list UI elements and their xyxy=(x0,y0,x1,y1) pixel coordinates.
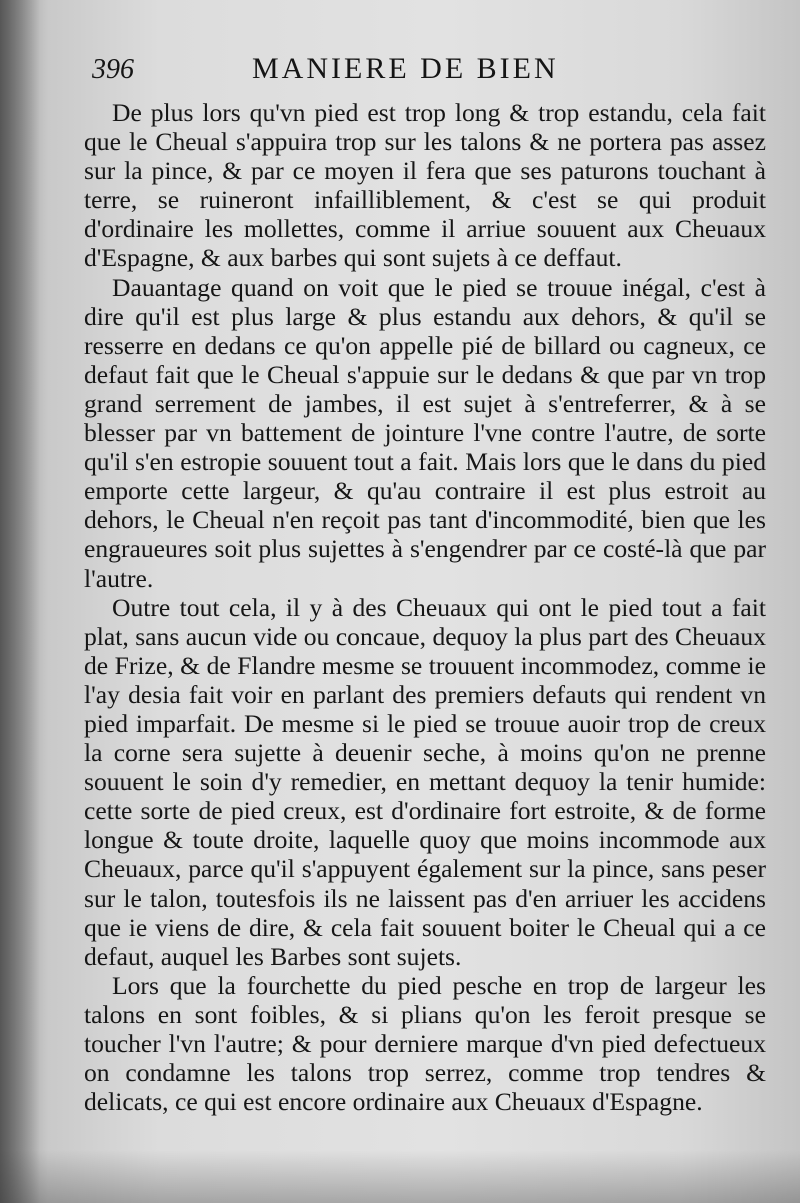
page-number: 396 xyxy=(92,54,134,85)
paragraph-2: Dauantage quand on voit que le pied se trouue inégal, c'est à dire qu'il est plus large & plus estandu aux dehors, & qu'il se resserre en dedans ce qu'on appelle pié de billard ou cagneux, ce defaut fait que le Cheual s'appuie sur le dedans & que par vn trop grand serrement de jambes, il est sujet à s'entreferrer, & à se blesser par vn battement de jointure l'vne contre l'autre, de sorte qu'il s'en estropie souuent tout a fait. Mais lors que le dans du pied emporte cette largeur, & qu'au contraire il est plus estroit au dehors, le Cheual n'en reçoit pas tant d'incommodité, bien que les engraueures soit plus sujettes à s'engendrer par ce costé-là que par l'autre. xyxy=(84,272,766,593)
paragraph-4: Lors que la fourchette du pied pesche en trop de largeur les talons en sont foibles, & si plians qu'on les feroit presque se toucher l'vn l'autre; & pour derniere marque d'vn pied defectueux on condamne les talons trop serrez, comme trop tendres & delicats, ce qui est encore ordinaire aux Cheuaux d'Espagne. xyxy=(84,970,766,1117)
page-bottom-shadow xyxy=(0,1150,800,1203)
paragraph-3: Outre tout cela, il y à des Cheuaux qui ont le pied tout a fait plat, sans aucun vide ou concaue, dequoy la plus part des Cheuaux de Frize, & de Flandre mesme se trouuent incommodez, comme ie l'ay desia fait voir en parlant des premiers defauts qui rendent vn pied imparfait. De mesme si le pied se trouue auoir trop de creux la corne sera sujette à deuenir seche, à moins qu'on ne prenne souuent le soin d'y remedier, en mettant dequoy la tenir humide: cette sorte de pied creux, est d'ordinaire fort estroite, & de forme longue & toute droite, laquelle quoy que moins incommode aux Cheuaux, parce qu'il s'appuyent également sur la pince, sans peser sur le talon, toutesfois ils ne laissent pas d'en arriuer les accidens que ie viens de dire, & cela fait souuent boiter le Cheual qui a ce defaut, auquel les Barbes sont sujets. xyxy=(84,592,766,971)
paragraph-1: De plus lors qu'vn pied est trop long & trop estandu, cela fait que le Cheual s'appuira trop sur les talons & ne portera pas assez sur la pince, & par ce moyen il fera que ses paturons touchant à terre, se ruineront infailliblement, & c'est se qui produit d'ordinaire les mollettes, comme il arriue souuent aux Cheuaux d'Espagne, & aux barbes qui sont sujets à ce deffaut. xyxy=(84,98,766,273)
page-gutter-shadow xyxy=(0,0,40,1203)
page-header xyxy=(92,52,772,92)
body-text xyxy=(84,98,766,1116)
running-head: MANIERE DE BIEN xyxy=(252,52,559,85)
